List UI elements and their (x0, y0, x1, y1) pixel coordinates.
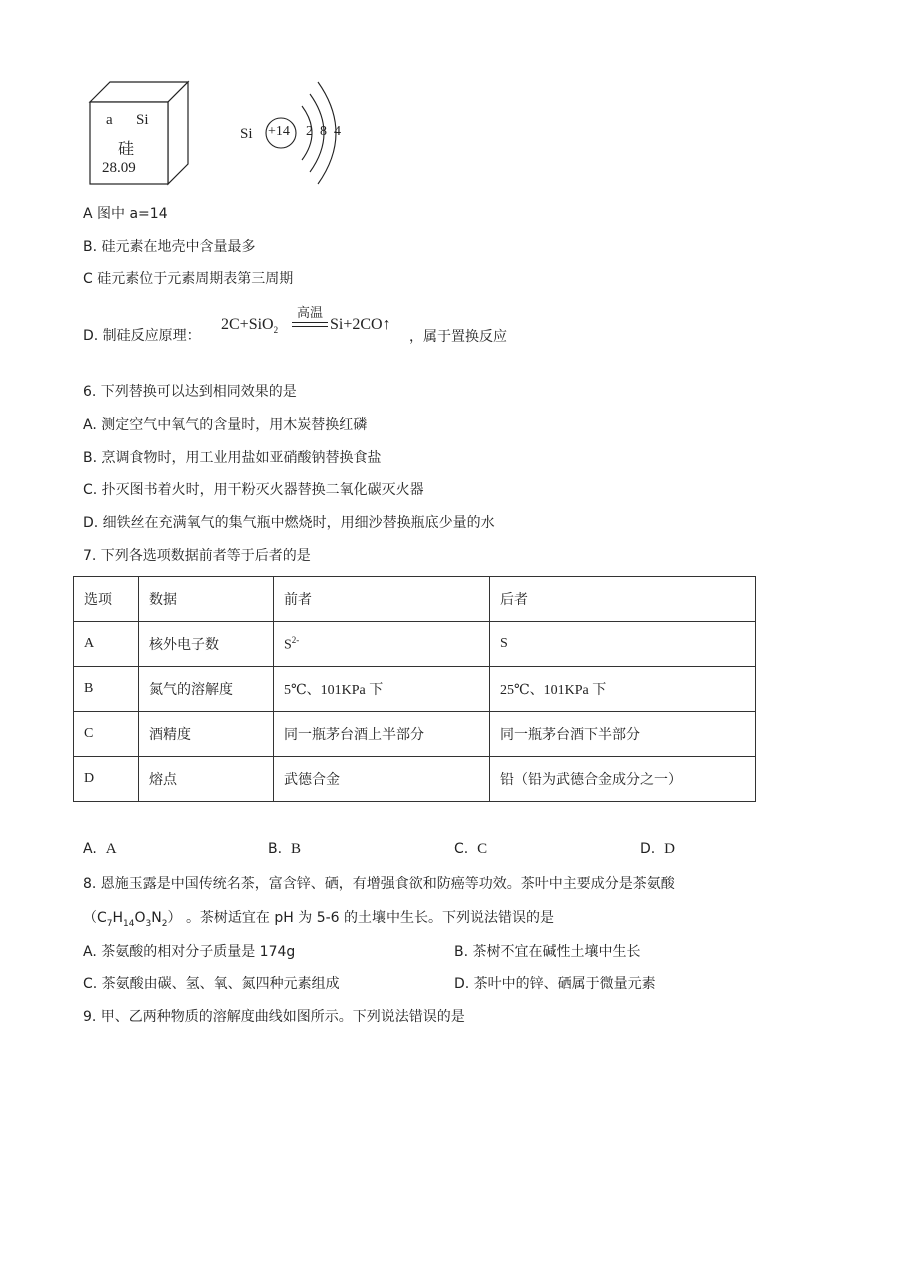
q6-option-c: C. 扑灭图书着火时，用干粉灭火器替换二氧化碳灭火器 (83, 482, 424, 498)
cell-latter: 25℃、101KPa 下 (490, 667, 756, 712)
formula-n: N (151, 910, 162, 926)
q8-stem-rest: 。茶树适宜在 pH 为 5-6 的土壤中生长。下列说法错误的是 (185, 910, 555, 926)
table-row (74, 757, 756, 802)
cell-option: A (74, 622, 139, 667)
formula-sub-n: 2 (161, 918, 168, 929)
q8-option-c: C. 茶氨酸由碳、氢、氧、氮四种元素组成 (83, 976, 340, 992)
cell-item: 氮气的溶解度 (139, 667, 274, 712)
q8-option-b: B. 茶树不宜在碱性土壤中生长 (454, 944, 641, 960)
header-former: 前者 (274, 577, 490, 622)
q6-stem: 6. 下列替换可以达到相同效果的是 (83, 384, 297, 400)
cell-option: C (74, 712, 139, 757)
table-header-row (74, 577, 756, 622)
q5-option-d-suffix: ，属于置换反应 (409, 329, 507, 345)
q8-option-a: A. 茶氨酸的相对分子质量是 174g (83, 944, 296, 960)
choice-label: C. (454, 841, 469, 857)
shell-2-electrons: 8 (320, 124, 327, 139)
cell-option: D (74, 757, 139, 802)
formula-sub-o: 3 (145, 918, 152, 929)
q7-stem: 7. 下列各选项数据前者等于后者的是 (83, 548, 311, 564)
q6-option-a: A. 测定空气中氧气的含量时，用木炭替换红磷 (83, 417, 368, 433)
q7-choice-d (640, 841, 675, 858)
choice-value: D (664, 841, 675, 857)
table-row (74, 712, 756, 757)
header-option: 选项 (74, 577, 139, 622)
shell-3-electrons: 4 (334, 124, 341, 139)
choice-label: A. (83, 841, 97, 857)
formula-open: （C (83, 910, 107, 926)
reaction-equation-left (221, 316, 278, 335)
cell-option: B (74, 667, 139, 712)
q5-option-d-prefix: D. 制硅反应原理： (83, 328, 201, 344)
cell-latter: 同一瓶茅台酒下半部分 (490, 712, 756, 757)
cell-item: 酒精度 (139, 712, 274, 757)
choice-value: A (105, 841, 117, 857)
former-text: S (284, 637, 292, 653)
element-cell-figure (88, 80, 206, 186)
cell-item: 核外电子数 (139, 622, 274, 667)
formula-o: O (134, 910, 146, 926)
q5-option-d (83, 326, 201, 346)
q7-choice-b (268, 841, 301, 858)
atomic-number-placeholder: a (106, 112, 113, 128)
element-name: 硅 (118, 139, 135, 158)
table-row (74, 667, 756, 712)
q8-stem-line-1: 8. 恩施玉露是中国传统名茶，富含锌、硒，有增强食欲和防癌等功效。茶叶中主要成分是茶氨酸 (83, 876, 675, 892)
q8-stem-line-2 (83, 908, 554, 934)
q6-option-b: B. 烹调食物时，用工业用盐如亚硝酸钠替换食盐 (83, 450, 382, 466)
header-data: 数据 (139, 577, 274, 622)
choice-value: C (477, 841, 488, 857)
element-symbol: Si (136, 112, 149, 128)
nucleus-charge: +14 (268, 124, 290, 139)
cell-latter: 铅（铅为武德合金成分之一） (490, 757, 756, 802)
atomic-mass: 28.09 (102, 160, 136, 176)
eq-subscript: 2 (273, 325, 279, 336)
q6-option-d: D. 细铁丝在充满氧气的集气瓶中燃烧时，用细沙替换瓶底少量的水 (83, 515, 495, 531)
ion-charge: 2- (291, 634, 300, 645)
shell-1-electrons: 2 (306, 124, 313, 139)
formula-sub-h: 14 (123, 918, 135, 929)
header-latter: 后者 (490, 577, 756, 622)
q8-option-d: D. 茶叶中的锌、硒属于微量元素 (454, 976, 656, 992)
q7-choice-a (83, 841, 117, 858)
cell-former: 武德合金 (274, 757, 490, 802)
equals-sign (292, 322, 328, 327)
formula-h: H (112, 910, 124, 926)
choice-label: B. (268, 841, 283, 857)
reaction-condition: 高温 (296, 306, 323, 321)
q5-option-b: B. 硅元素在地壳中含量最多 (83, 239, 256, 255)
q7-choice-c (454, 841, 487, 858)
atom-structure-diagram (236, 80, 356, 186)
formula-close: ） (167, 910, 182, 926)
eq-products: Si+2CO↑ (330, 316, 391, 333)
comparison-table (73, 576, 756, 802)
q5-option-c: C 硅元素位于元素周期表第三周期 (83, 271, 294, 287)
atom-symbol: Si (240, 126, 253, 142)
cell-former (274, 622, 490, 667)
cell-former: 5℃、101KPa 下 (274, 667, 490, 712)
q5-option-a: A 图中 a=14 (83, 206, 168, 222)
q9-stem: 9. 甲、乙两种物质的溶解度曲线如图所示。下列说法错误的是 (83, 1009, 465, 1025)
table-row (74, 622, 756, 667)
choice-value: B (290, 841, 301, 857)
eq-reactants: 2C+SiO (221, 316, 274, 333)
formula-sub-c: 7 (106, 918, 113, 929)
cell-former: 同一瓶茅台酒上半部分 (274, 712, 490, 757)
cell-latter: S (490, 622, 756, 667)
cell-item: 熔点 (139, 757, 274, 802)
choice-label: D. (640, 841, 656, 857)
